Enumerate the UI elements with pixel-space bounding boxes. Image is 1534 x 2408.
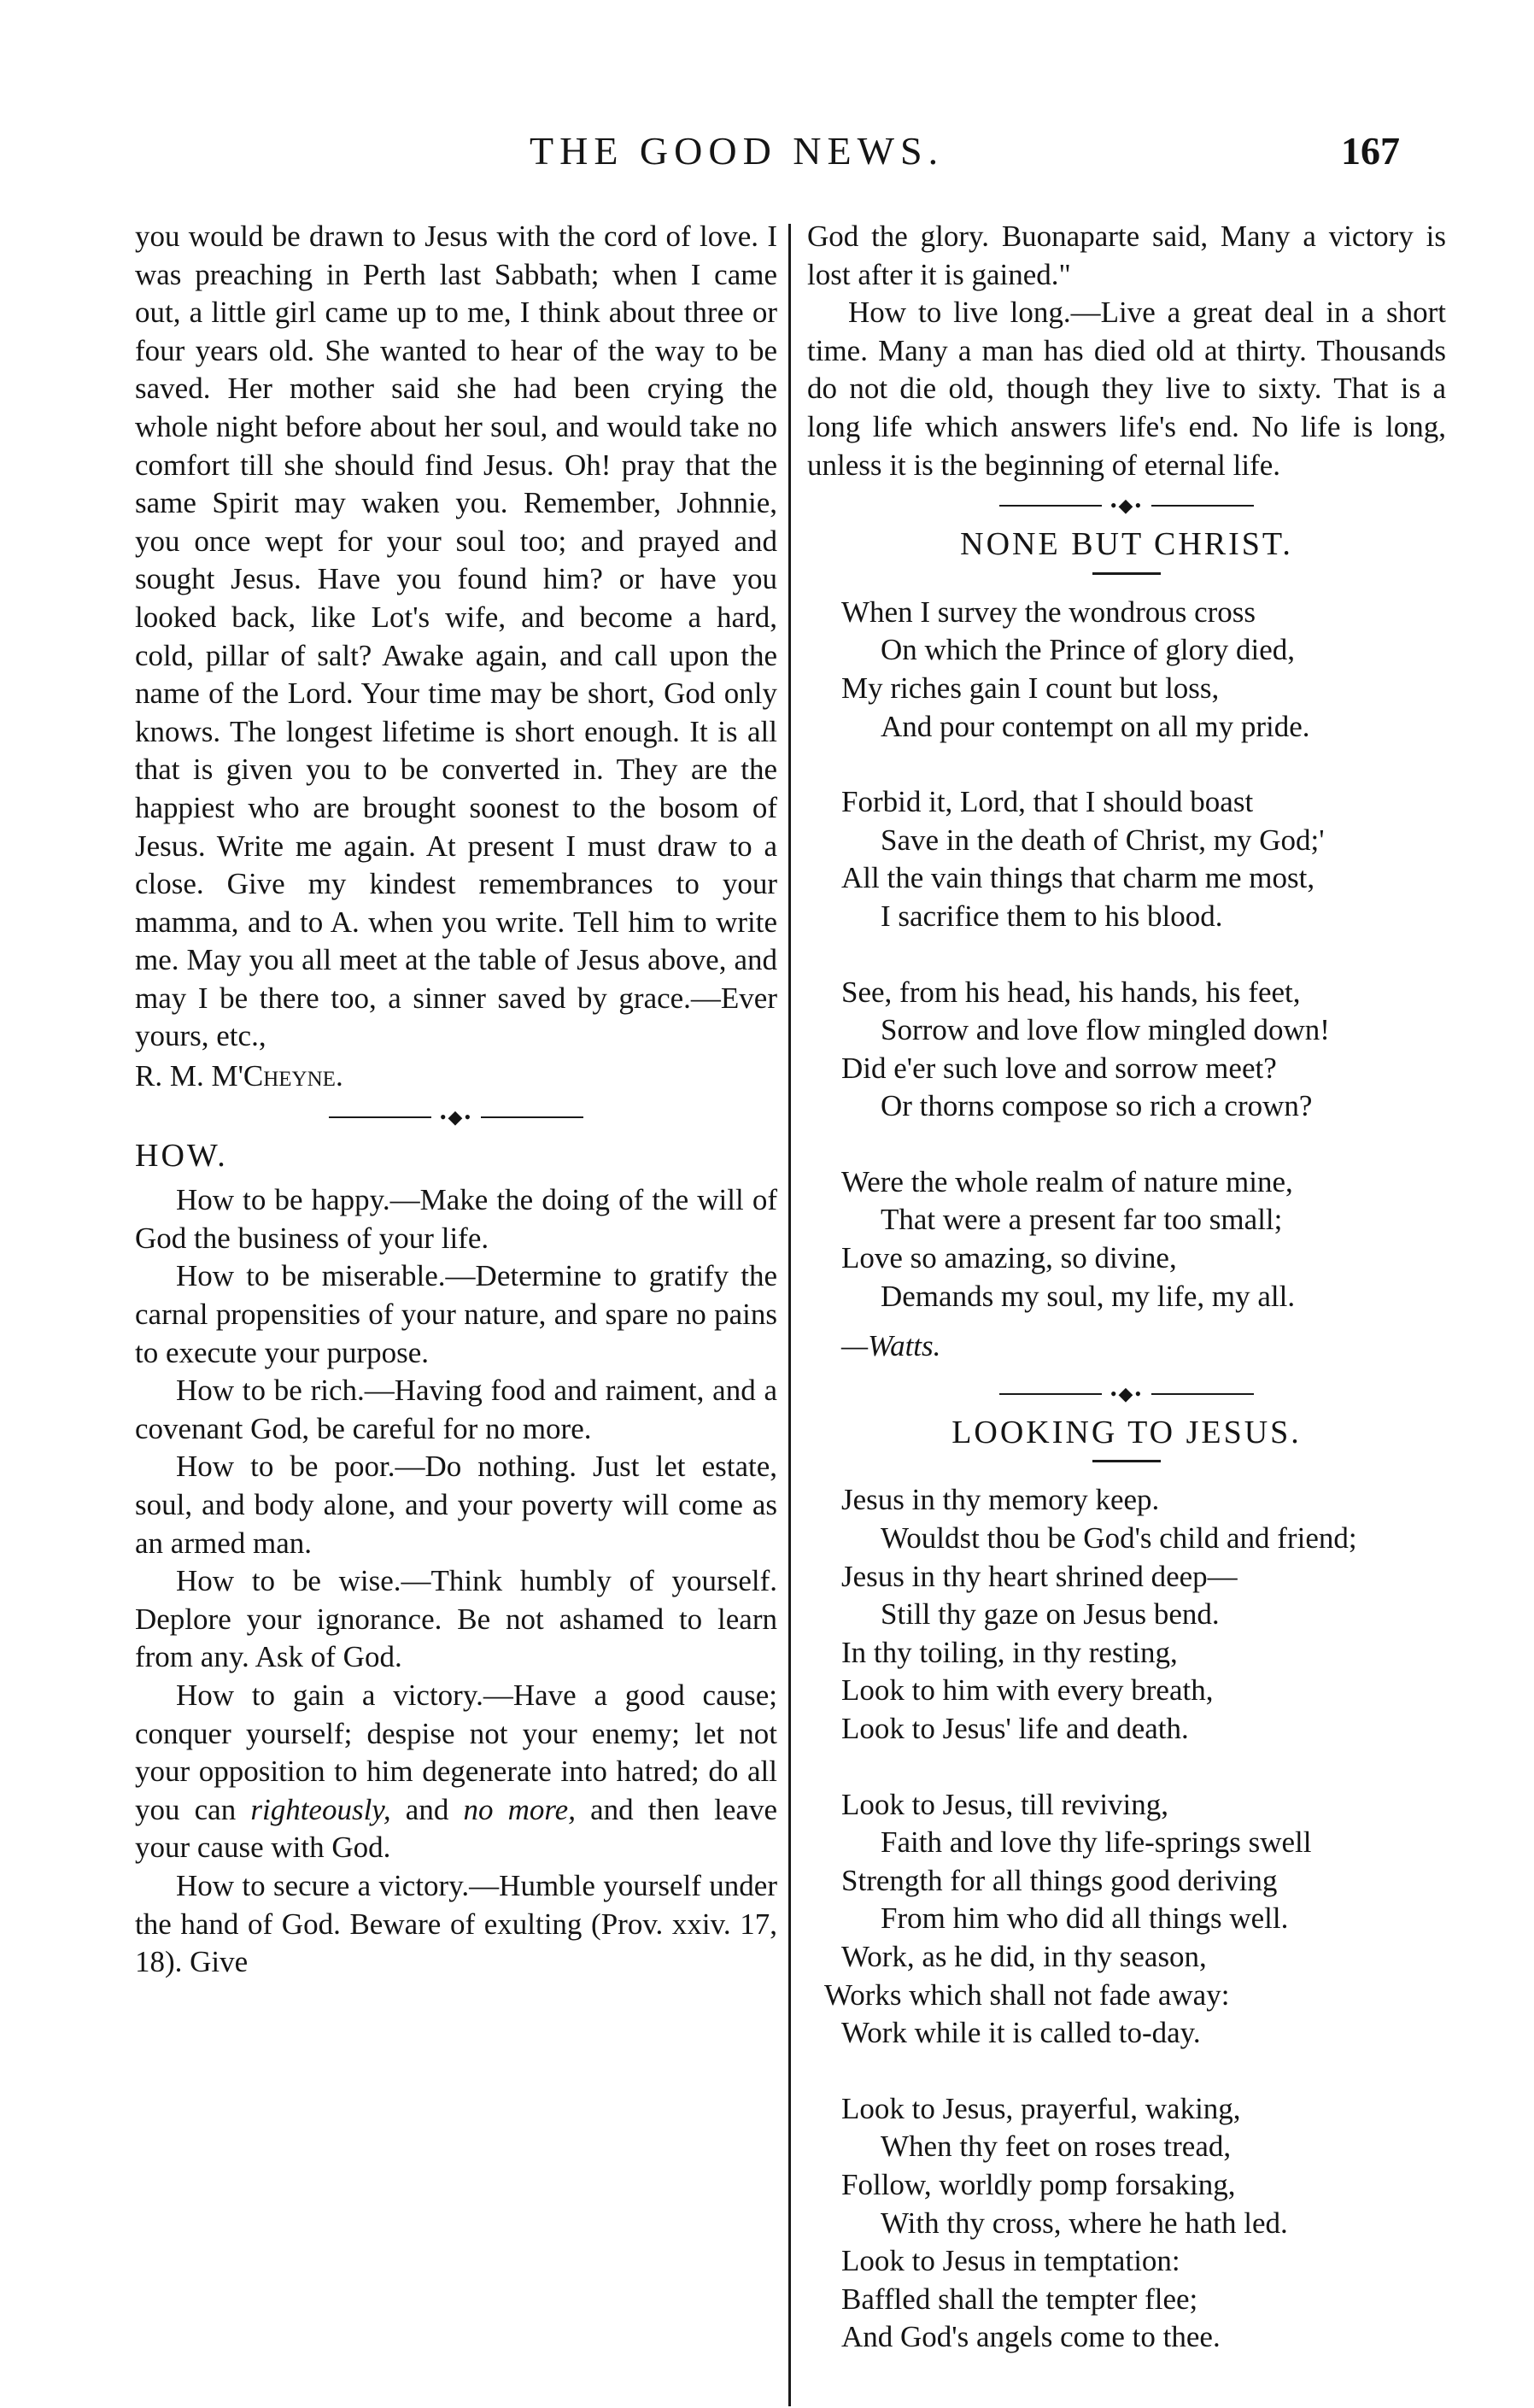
title-rule [1092,1460,1161,1462]
poem-line: Jesus in thy memory keep. [841,1483,1160,1517]
victory-text: and then leave your cause with God. [135,1792,777,1865]
poem-line: Love so amazing, so divine, [841,1241,1177,1275]
section-divider [807,1382,1446,1404]
poem-line: Still thy gaze on Jesus bend. [881,1597,1220,1632]
poem-author: —Watts. [841,1329,941,1363]
poem-line: Strength for all things good deriving [841,1863,1278,1897]
poem-line: Demands my soul, my life, my all. [881,1279,1296,1313]
poem-line: Look to him with every breath, [841,1673,1214,1708]
poem-line: Did e'er such love and sorrow meet? [841,1051,1277,1085]
divider-line [1151,505,1254,507]
poem-line: Or thorns compose so rich a crown? [881,1089,1313,1123]
poem-line: Save in the death of Christ, my God;' [881,823,1325,857]
section-divider [135,1105,777,1128]
poem-line: Forbid it, Lord, that I should boast [841,785,1254,819]
poem-line: Look to Jesus, prayerful, waking, [841,2091,1241,2125]
poem-stanza [807,1786,1446,2053]
poem-line: And pour contempt on all my pride. [881,709,1310,743]
divider-line [999,505,1102,507]
how-paragraph: How to live long.—Live a great deal in a short time. Many a man has died old at thirty. Thousands do not die old, though they live to sixty. That is a long life which answers life's end. No life is long, unless it is the beginning of eternal life. [807,296,1446,482]
poem-line: Works which shall not fade away: [824,1977,1230,2012]
poem-line: Wouldst thou be God's child and friend; [881,1521,1357,1556]
section-heading-how: HOW. [135,1137,228,1174]
how-paragraph-victory [135,1677,777,1867]
poem-line: In thy toiling, in thy resting, [841,1635,1178,1669]
poem-stanza [807,2090,1446,2357]
poem-line: Work while it is called to-day. [841,2016,1201,2050]
poem-line: Follow, worldly pomp forsaking, [841,2167,1236,2201]
poem-stanza [807,974,1446,1126]
continued-paragraph: God the glory. Buonaparte said, Many a victory is lost after it is gained." [807,220,1446,291]
poem-line: I sacrifice them to his blood. [881,899,1223,933]
running-title: THE GOOD NEWS. [530,129,945,173]
victory-text: and [390,1792,464,1826]
how-paragraph: How to be rich.—Having food and raiment, and a covenant God, be careful for no more. [135,1374,777,1445]
divider-line [329,1116,431,1118]
poem-line: All the vain things that charm me most, [841,861,1315,895]
how-paragraph: How to be happy.—Make the doing of the will of God the business of your life. [135,1183,777,1255]
poem-line: Look to Jesus, till reviving, [841,1787,1169,1821]
poem-line: Look to Jesus' life and death. [841,1712,1189,1745]
victory-text: How to gain a victory.—Have a good cause; conquer yourself; despise not your enemy; let not your opposition to him degenerate into hatred; do all you can [135,1678,777,1826]
poem-title: NONE BUT CHRIST. [960,526,1293,563]
title-rule [1092,572,1161,575]
section-divider [807,496,1446,515]
poem-line: And God's angels come to thee. [841,2320,1221,2354]
poem-line: When I survey the wondrous cross [841,595,1256,629]
poem-line: That were a present far too small; [881,1203,1283,1237]
poem-stanza [807,1481,1446,1748]
victory-emphasis: righteously, [250,1792,391,1826]
poem-line: When thy feet on roses tread, [881,2130,1232,2164]
right-column [807,218,1446,2394]
poem-line: Work, as he did, in thy season, [841,1939,1207,1973]
left-column [135,218,777,1982]
divider-ornament: •◆• [1110,495,1144,517]
how-paragraph: How to secure a victory.—Humble yourself under the hand of God. Beware of exulting (Prov. xxiv. 17, 18). Give [135,1868,777,1979]
divider-line [481,1116,583,1118]
running-head [0,128,1534,188]
poem-line: Were the whole realm of nature mine, [841,1164,1293,1198]
how-paragraph: How to be miserable.—Determine to gratify the carnal propensities of your nature, and spare no pains to execute your purpose. [135,1259,777,1369]
poem-stanza [807,783,1446,935]
poem-line: From him who did all things well. [881,1901,1289,1936]
poem-line: Faith and love thy life-springs swell [881,1825,1312,1860]
column-rule [788,224,791,2406]
poem-stanza [807,594,1446,746]
poem-line: Baffled shall the tempter flee; [841,2282,1198,2316]
poem-line: On which the Prince of glory died, [881,633,1296,667]
poem-line: Sorrow and love flow mingled down! [881,1013,1330,1047]
divider-ornament: •◆• [439,1105,473,1128]
page-number: 167 [1341,129,1400,173]
poem-line: Jesus in thy heart shrined deep— [841,1559,1238,1593]
poem-line: With thy cross, where he hath led. [881,2206,1288,2240]
poem-line: My riches gain I count but loss, [841,671,1220,705]
divider-line [1151,1393,1254,1395]
poem-line: Look to Jesus in temptation: [841,2244,1180,2278]
poem-title: LOOKING TO JESUS. [951,1414,1302,1450]
victory-emphasis: no more, [463,1792,576,1826]
divider-line [999,1393,1102,1395]
how-paragraph: How to be wise.—Think humbly of yourself. Deplore your ignorance. Be not ashamed to learn from any. Ask of God. [135,1564,777,1674]
poem-line: See, from his head, his hands, his feet, [841,975,1301,1009]
how-paragraph: How to be poor.—Do nothing. Just let estate, soul, and body alone, and your poverty will come as an armed man. [135,1450,777,1560]
letter-signature: R. M. M'Cheyne. [135,1059,343,1093]
poem-stanza [807,1163,1446,1315]
letter-paragraph: you would be drawn to Jesus with the cord of love. I was preaching in Perth last Sabbath; when I came out, a little girl came up to me, I think about three or four years old. She wanted to hear of the way to be saved. Her mother said she had been crying the whole night before about her soul, and would take no comfort till she should find Jesus. Oh! pray that the same Spirit may waken you. Remember, Johnnie, you once wept for your soul too; and prayed and sought Jesus. Have you found him? or have you looked back, like Lot's wife, and become a hard, cold, pillar of salt? Awake again, and call upon the name of the Lord. Your time may be short, God only knows. The longest lifetime is short enough. It is all that is given you to be converted in. They are the happiest who are brought soonest to the bosom of Jesus. Write me again. At present I must draw to a close. Give my kindest remembrances to your mamma, and to A. when you write. Tell him to write me. May you all meet at the table of Jesus above, and may I be there too, a sinner saved by grace.—Ever yours, etc., [135,220,777,1053]
divider-ornament: •◆• [1110,1382,1144,1404]
